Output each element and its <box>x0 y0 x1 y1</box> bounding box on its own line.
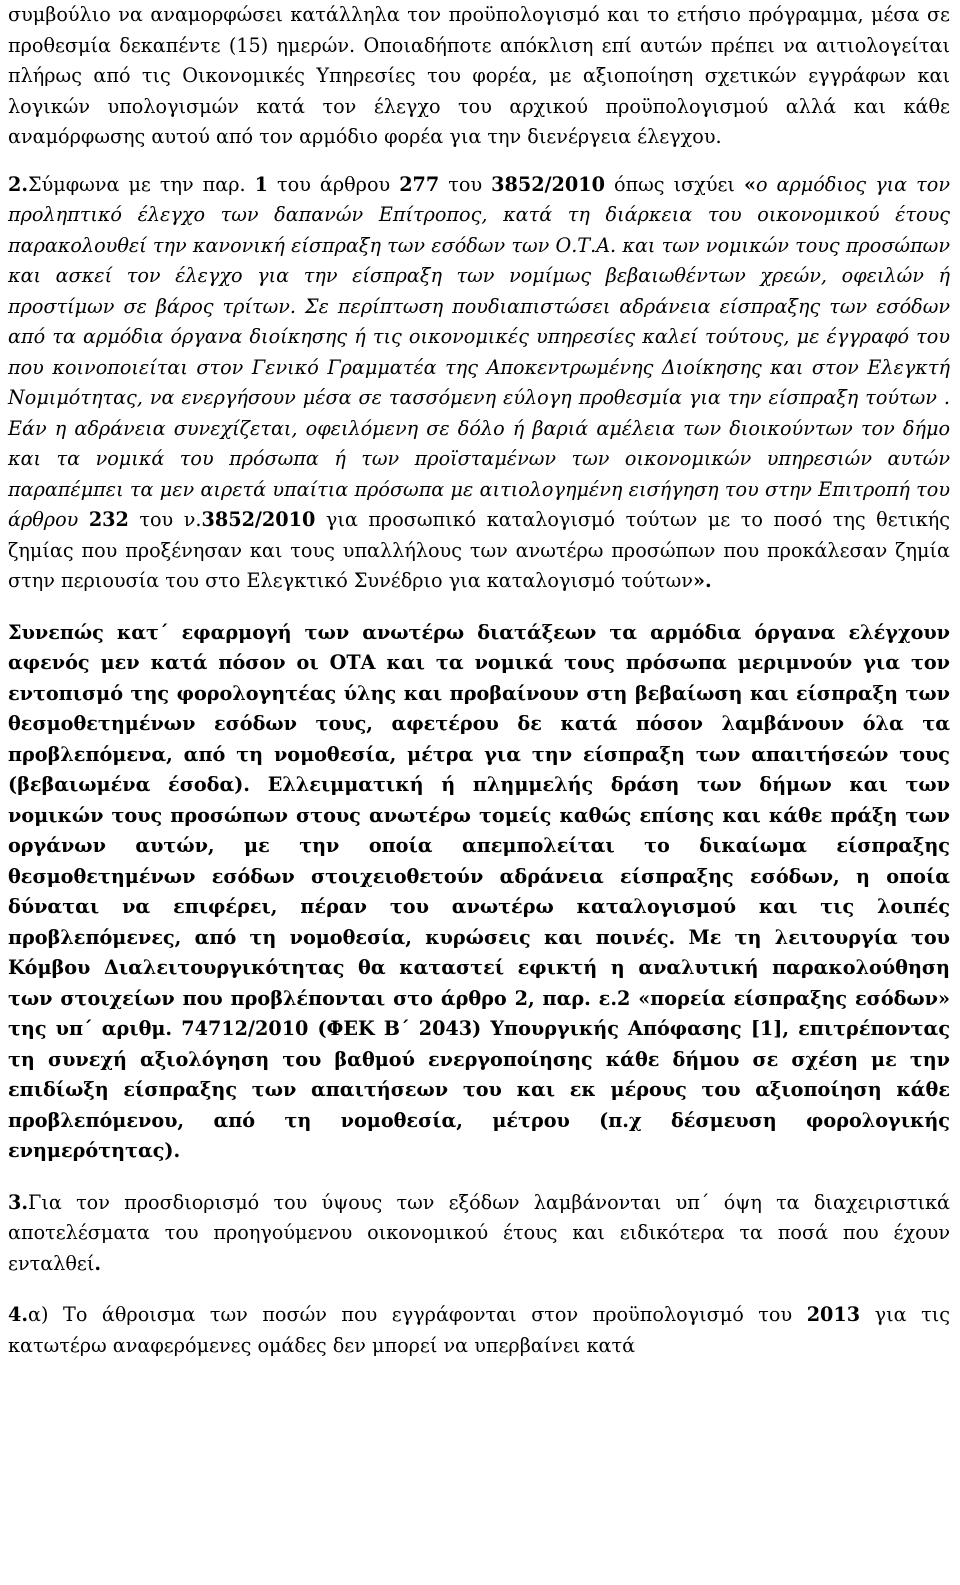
text-run: Σύμφωνα με την παρ. <box>28 172 255 196</box>
paragraph-expenses <box>8 1188 950 1280</box>
quote-open: « <box>743 172 756 196</box>
text-run: όπως ισχύει <box>604 172 744 196</box>
text-run: Για τον προσδιορισμό του ύψους των εξόδων λαμβάνονται υπ΄ όψη τα διαχειριστικά αποτελέσματα του προηγούμενου οικονομικού έτους και ειδικότερα τα ποσά που έχουν ενταλθεί <box>8 1190 950 1275</box>
paragraph-consequently: Συνεπώς κατ΄ εφαρμογή των ανωτέρω διατάξεων τα αρμόδια όργανα ελέγχουν αφενός μεν κατά πόσον οι ΟΤΑ και τα νομικά τους πρόσωπα μεριμνούν για τον εντοπισμό της φορολογητέας ύλης και προβαίνουν στη βεβαίωση και είσπραξη των θεσμοθετημένων εσόδων τους, αφετέρου δε κατά πόσον λαμβάνουν όλα τα προβλεπόμενα, από τη νομοθεσία, μέτρα για την είσπραξη των απαιτήσεών τους (βεβαιωμένα έσοδα). Ελλειμματική ή πλημμελής δράση των δήμων και των νομικών τους προσώπων στους ανωτέρω τομείς καθώς επίσης και κάθε πράξη των οργάνων αυτών, με την οποία απεμπολείται το δικαίωμα είσπραξης θεσμοθετημένων εσόδων στοιχειοθετούν αδράνεια είσπραξης εσόδων, η οποία δύναται να επιφέρει, πέραν του ανωτέρω καταλογισμού και τις λοιπές προβλεπόμενες, από τη νομοθεσία, κυρώσεις και ποινές. Με τη λειτουργία του Κόμβου Διαλειτουργικότητας θα καταστεί εφικτή η αναλυτική παρακολούθηση των στοιχείων που προβλέπονται στο άρθρο 2, παρ. ε.2 «πορεία είσπραξης εσόδων» της υπ΄ αριθμ. 74712/2010 (ΦΕΚ Β΄ 2043) Υπουργικής Απόφασης [1], επιτρέποντας τη συνεχή αξιολόγηση του βαθμού ενεργοποίησης κάθε δήμου σε σχέση με την επιδίωξη είσπραξης των απαιτήσεων του και εκ μέρους του αξιοποίηση κάθε προβλεπόμενου, από τη νομοθεσία, μέτρου (π.χ δέσμευση φορολογικής ενημερότητας). <box>8 620 950 1162</box>
item-label: α) <box>28 1303 49 1326</box>
paragraph-sum-of-amounts <box>8 1300 950 1361</box>
text-run: Το άθροισμα των ποσών που εγγράφονται στον προϋπολογισμό του <box>48 1303 807 1326</box>
article-ref: 277 <box>399 172 440 196</box>
quote-close: ». <box>692 569 712 592</box>
text-run: του <box>439 172 492 196</box>
quoted-text-continued: Σε περίπτωση πουδιαπιστώσει αδράνεια είσπραξης των εσόδων από τα αρμόδια όργανα διοίκησης ή τις οικονομικές υπηρεσίες καλεί τούτους, με έγγραφό του που κοινοποιείται στον Γενικό Γραμματέα της Αποκεντρωμένης Διοίκησης και στον Ελεγκτή Νομιμότητας, να ενεργήσουν μέσα σε τασσόμενη εύλογη προθεσμία για την είσπραξη τούτων . Εάν η αδράνεια συνεχίζεται, οφειλόμενη σε δόλο ή βαριά αμέλεια των διοικούντων τον δήμο και τα νομικά του πρόσωπα ή των προϊσταμένων των οικονομικών υπηρεσιών αυτών παραπέμπει τα μεν αιρετά υπαίτια πρόσωπα με αιτιολογημένη εισήγηση του στην Επιτροπή του άρθρου <box>8 294 950 531</box>
article-ref: 232 <box>88 508 129 531</box>
law-ref: 3852/2010 <box>491 172 605 196</box>
text-run: για προσωπικό καταλογισμό τούτων με το ποσό της θετικής ζημίας που προξένησαν και τους υπαλλήλους των ανωτέρω προσώπων που προκάλεσαν ζημία στην περιουσία του στο Ελεγκτικό Συνέδριο για καταλογισμό τούτων <box>8 508 951 592</box>
paragraph-budget-revision: συμβούλιο να αναμορφώσει κατάλληλα τον προϋπολογισμό και το ετήσιο πρόγραμμα, μέσα σε προθεσμία δεκαπέντε (15) ημερών. Οποιαδήποτε απόκλιση επί αυτών πρέπει να αιτιολογείται πλήρως από τις Οικονομικές Υπηρεσίες του φορέα, με αξιοποίηση σχετικών εγγράφων και λογικών υπολογισμών κατά τον έλεγχο του αρχικού προϋπολογισμού αλλά και κάθε αναμόρφωσης αυτού από τον αρμόδιο φορέα για την διενέργεια έλεγχου. <box>8 3 950 148</box>
paragraph-ref: 1 <box>254 172 269 196</box>
section-number: 4. <box>8 1303 29 1326</box>
text-run: του άρθρου <box>268 172 400 196</box>
quoted-text: ο αρμόδιος για τον προληπτικό έλεγχο των δαπανών Επίτροπος, κατά τη διάρκεια του οικονομικού έτους παρακολουθεί την κανονική είσπραξη των εσόδων των Ο.Τ.Α. και των νομικών τους προσώπων και ασκεί τον έλεγχο για την είσπραξη των νομίμως βεβαιωθέντων χρεών, οφειλών ή προστίμων σε βάρος τρίτων. <box>8 172 950 318</box>
text-run: για τις κατωτέρω αναφερόμενες ομάδες δεν μπορεί να υπερβαίνει κατά <box>8 1303 951 1357</box>
law-ref: 3852/2010 <box>201 508 316 531</box>
section-number: 2. <box>8 172 29 196</box>
section-number: 3. <box>8 1190 29 1214</box>
paragraph-article-277 <box>8 170 950 597</box>
period: . <box>94 1251 102 1275</box>
year: 2013 <box>806 1303 861 1326</box>
text-run: του ν. <box>128 508 202 531</box>
